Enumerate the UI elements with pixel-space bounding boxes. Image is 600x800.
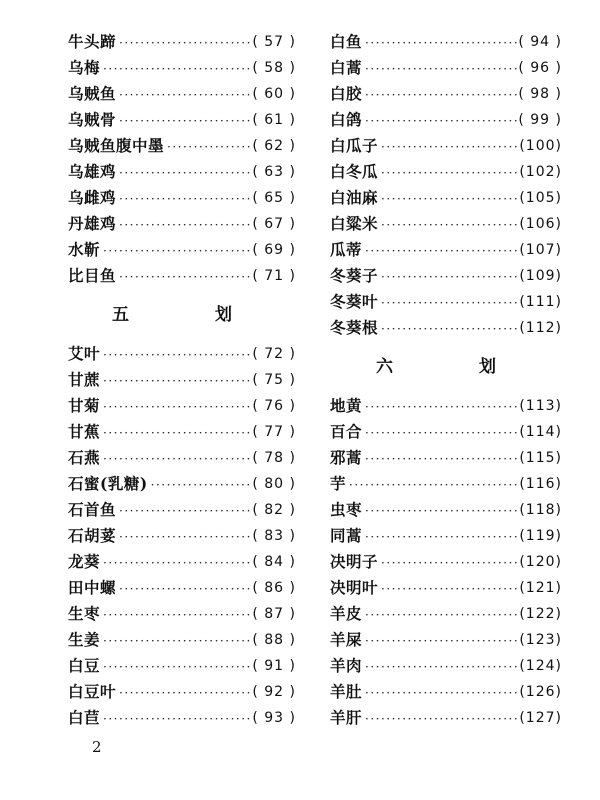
- entry-page: ( 98 ): [518, 86, 562, 102]
- entry-page: ( 65 ): [252, 190, 296, 206]
- entry-name: 石燕: [68, 448, 101, 467]
- toc-entry: [330, 650, 562, 676]
- entry-page: (127): [519, 710, 562, 726]
- leader-dots: [100, 606, 252, 624]
- toc-entry: [68, 338, 296, 364]
- entry-name: 乌贼鱼腹中墨: [68, 136, 165, 155]
- entry-page: (111): [519, 294, 562, 310]
- toc-entry: [330, 26, 562, 52]
- toc-entry: [68, 364, 296, 390]
- entry-page: ( 86 ): [252, 580, 296, 596]
- entry-name: 田中螺: [68, 578, 117, 597]
- leader-dots: [116, 684, 252, 702]
- toc-entry: [68, 468, 296, 494]
- leader-dots: [116, 580, 252, 598]
- entry-name: 乌贼鱼: [68, 84, 117, 103]
- leader-dots: [346, 476, 519, 494]
- toc-entry: [330, 546, 562, 572]
- leader-dots: [378, 164, 519, 182]
- toc-entry: [330, 52, 562, 78]
- entry-name: 甘蕉: [68, 422, 101, 441]
- entry-page: ( 77 ): [252, 424, 296, 440]
- toc-entry: [68, 494, 296, 520]
- entry-name: 白胶: [330, 84, 363, 103]
- entry-page: (123): [519, 632, 562, 648]
- toc-entry: [330, 130, 562, 156]
- entry-name: 石胡荽: [68, 526, 117, 545]
- section-heading-five-strokes: 五 划: [112, 304, 272, 325]
- page-number: 2: [92, 738, 102, 756]
- toc-entry: [330, 78, 562, 104]
- entry-name: 乌雌鸡: [68, 188, 117, 207]
- entry-page: (119): [519, 528, 562, 544]
- leader-dots: [116, 528, 252, 546]
- leader-dots: [378, 268, 519, 286]
- entry-name: 乌雄鸡: [68, 162, 117, 181]
- toc-entry: [330, 104, 562, 130]
- toc-entry: [330, 572, 562, 598]
- entry-page: ( 71 ): [252, 268, 296, 284]
- leader-dots: [100, 450, 252, 468]
- right-entries-bottom: [330, 390, 562, 728]
- entry-name: 同蒿: [330, 526, 363, 545]
- toc-entry: [68, 676, 296, 702]
- entry-page: ( 58 ): [252, 60, 296, 76]
- leader-dots: [362, 528, 519, 546]
- entry-page: (120): [519, 554, 562, 570]
- entry-name: 决明叶: [330, 578, 379, 597]
- leader-dots: [362, 684, 519, 702]
- entry-name: 羊皮: [330, 604, 363, 623]
- entry-page: ( 72 ): [252, 346, 296, 362]
- toc-entry: [68, 208, 296, 234]
- leader-dots: [362, 658, 519, 676]
- entry-page: (126): [519, 684, 562, 700]
- entry-name: 白蒿: [330, 58, 363, 77]
- entry-page: ( 92 ): [252, 684, 296, 700]
- leader-dots: [164, 138, 252, 156]
- leader-dots: [362, 632, 519, 650]
- entry-page: (107): [519, 242, 562, 258]
- entry-name: 羊肝: [330, 708, 363, 727]
- leader-dots: [378, 216, 519, 234]
- toc-entry: [330, 442, 562, 468]
- entry-page: ( 76 ): [252, 398, 296, 414]
- toc-entry: [330, 624, 562, 650]
- entry-name: 羊屎: [330, 630, 363, 649]
- leader-dots: [362, 242, 519, 260]
- left-column: [68, 26, 296, 728]
- leader-dots: [148, 476, 253, 494]
- leader-dots: [378, 138, 519, 156]
- entry-name: 白鸽: [330, 110, 363, 129]
- leader-dots: [362, 398, 519, 416]
- leader-dots: [362, 34, 518, 52]
- toc-entry: [68, 104, 296, 130]
- toc-entry: [330, 598, 562, 624]
- entry-page: ( 94 ): [518, 34, 562, 50]
- entry-page: (102): [519, 164, 562, 180]
- toc-entry: [68, 442, 296, 468]
- entry-name: 白瓜子: [330, 136, 379, 155]
- entry-name: 芋: [330, 474, 347, 493]
- entry-page: (114): [519, 424, 562, 440]
- entry-name: 石首鱼: [68, 500, 117, 519]
- toc-entry: [68, 130, 296, 156]
- leader-dots: [116, 502, 252, 520]
- toc-entry: [330, 286, 562, 312]
- entry-name: 瓜蒂: [330, 240, 363, 259]
- leader-dots: [100, 710, 252, 728]
- entry-name: 冬葵子: [330, 266, 379, 285]
- toc-entry: [330, 182, 562, 208]
- entry-page: (112): [519, 320, 562, 336]
- entry-name: 石蜜(乳糖): [68, 474, 148, 493]
- leader-dots: [100, 398, 252, 416]
- entry-page: (116): [519, 476, 562, 492]
- entry-page: ( 83 ): [252, 528, 296, 544]
- toc-entry: [68, 234, 296, 260]
- entry-page: ( 88 ): [252, 632, 296, 648]
- toc-entry: [330, 260, 562, 286]
- entry-name: 比目鱼: [68, 266, 117, 285]
- entry-name: 水靳: [68, 240, 101, 259]
- entry-page: ( 84 ): [252, 554, 296, 570]
- leader-dots: [116, 216, 252, 234]
- toc-entry: [68, 650, 296, 676]
- leader-dots: [362, 450, 519, 468]
- entry-name: 丹雄鸡: [68, 214, 117, 233]
- entry-page: ( 78 ): [252, 450, 296, 466]
- entry-page: ( 60 ): [252, 86, 296, 102]
- entry-name: 地黄: [330, 396, 363, 415]
- entry-name: 牛头蹄: [68, 32, 117, 51]
- toc-entry: [68, 416, 296, 442]
- entry-name: 白冬瓜: [330, 162, 379, 181]
- leader-dots: [362, 86, 518, 104]
- toc-entry: [330, 416, 562, 442]
- leader-dots: [100, 658, 252, 676]
- entry-name: 白豆: [68, 656, 101, 675]
- entry-name: 白油麻: [330, 188, 379, 207]
- entry-page: (100): [519, 138, 562, 154]
- toc-entry: [330, 702, 562, 728]
- entry-name: 冬葵根: [330, 318, 379, 337]
- entry-name: 百合: [330, 422, 363, 441]
- section-heading-six-strokes: 六 划: [376, 356, 536, 377]
- entry-name: 白苣: [68, 708, 101, 727]
- leader-dots: [116, 86, 252, 104]
- toc-entry: [68, 390, 296, 416]
- leader-dots: [116, 34, 252, 52]
- entry-page: ( 96 ): [518, 60, 562, 76]
- leader-dots: [100, 424, 252, 442]
- leader-dots: [116, 190, 252, 208]
- entry-page: ( 91 ): [252, 658, 296, 674]
- toc-entry: [68, 52, 296, 78]
- entry-page: ( 93 ): [252, 710, 296, 726]
- leader-dots: [362, 502, 519, 520]
- toc-entry: [68, 260, 296, 286]
- toc-entry: [330, 468, 562, 494]
- entry-name: 白鱼: [330, 32, 363, 51]
- leader-dots: [362, 710, 519, 728]
- toc-entry: [330, 494, 562, 520]
- entry-page: (106): [519, 216, 562, 232]
- toc-entry: [330, 156, 562, 182]
- entry-name: 羊肉: [330, 656, 363, 675]
- leader-dots: [100, 554, 252, 572]
- leader-dots: [378, 580, 519, 598]
- entry-page: (113): [519, 398, 562, 414]
- leader-dots: [362, 60, 518, 78]
- entry-page: (115): [519, 450, 562, 466]
- entry-name: 龙葵: [68, 552, 101, 571]
- left-entries-bottom: [68, 338, 296, 728]
- leader-dots: [116, 268, 252, 286]
- toc-entry: [68, 546, 296, 572]
- entry-page: (105): [519, 190, 562, 206]
- toc-entry: [330, 208, 562, 234]
- entry-name: 甘菊: [68, 396, 101, 415]
- entry-page: ( 69 ): [252, 242, 296, 258]
- entry-name: 生姜: [68, 630, 101, 649]
- leader-dots: [378, 294, 519, 312]
- leader-dots: [362, 424, 519, 442]
- entry-page: (124): [519, 658, 562, 674]
- toc-entry: [68, 26, 296, 52]
- leader-dots: [378, 554, 519, 572]
- leader-dots: [100, 632, 252, 650]
- leader-dots: [100, 60, 252, 78]
- toc-entry: [330, 390, 562, 416]
- toc-entry: [68, 572, 296, 598]
- entry-page: ( 61 ): [252, 112, 296, 128]
- entry-name: 邪蒿: [330, 448, 363, 467]
- entry-page: (121): [519, 580, 562, 596]
- entry-page: ( 57 ): [252, 34, 296, 50]
- leader-dots: [362, 112, 518, 130]
- leader-dots: [378, 320, 519, 338]
- toc-entry: [68, 624, 296, 650]
- toc-entry: [330, 676, 562, 702]
- entry-page: ( 80 ): [252, 476, 296, 492]
- entry-name: 白粱米: [330, 214, 379, 233]
- toc-entry: [68, 182, 296, 208]
- leader-dots: [362, 606, 519, 624]
- right-entries-top: [330, 26, 562, 338]
- toc-entry: [330, 312, 562, 338]
- entry-name: 乌贼骨: [68, 110, 117, 129]
- entry-page: ( 75 ): [252, 372, 296, 388]
- leader-dots: [116, 164, 252, 182]
- leader-dots: [100, 242, 252, 260]
- entry-name: 生枣: [68, 604, 101, 623]
- leader-dots: [116, 112, 252, 130]
- entry-page: (109): [519, 268, 562, 284]
- entry-name: 甘蔗: [68, 370, 101, 389]
- entry-page: (118): [519, 502, 562, 518]
- toc-entry: [68, 520, 296, 546]
- toc-entry: [68, 78, 296, 104]
- entry-name: 艾叶: [68, 344, 101, 363]
- entry-page: ( 99 ): [518, 112, 562, 128]
- leader-dots: [100, 372, 252, 390]
- toc-entry: [330, 234, 562, 260]
- entry-name: 乌梅: [68, 58, 101, 77]
- entry-page: ( 82 ): [252, 502, 296, 518]
- entry-name: 虫枣: [330, 500, 363, 519]
- entry-name: 羊肚: [330, 682, 363, 701]
- leader-dots: [378, 190, 519, 208]
- entry-page: ( 62 ): [252, 138, 296, 154]
- toc-entry: [68, 702, 296, 728]
- entry-page: (122): [519, 606, 562, 622]
- toc-entry: [330, 520, 562, 546]
- right-column: [330, 26, 562, 728]
- left-entries-top: [68, 26, 296, 286]
- entry-page: ( 67 ): [252, 216, 296, 232]
- toc-entry: [68, 156, 296, 182]
- leader-dots: [100, 346, 252, 364]
- entry-name: 决明子: [330, 552, 379, 571]
- entry-name: 白豆叶: [68, 682, 117, 701]
- entry-page: ( 87 ): [252, 606, 296, 622]
- entry-page: ( 63 ): [252, 164, 296, 180]
- toc-entry: [68, 598, 296, 624]
- entry-name: 冬葵叶: [330, 292, 379, 311]
